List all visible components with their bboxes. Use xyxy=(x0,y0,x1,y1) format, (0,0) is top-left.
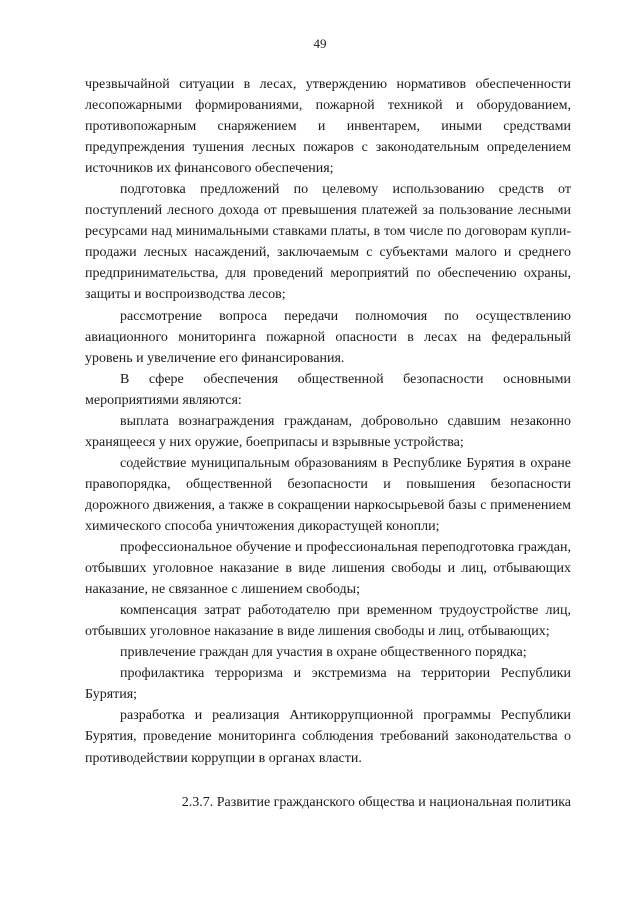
paragraph: компенсация затрат работодателю при временном трудоустройстве лиц, отбывших уголовное наказание в виде лишения свободы и лиц, отбывающих; xyxy=(85,603,571,640)
paragraph: рассмотрение вопроса передачи полномочия по осуществлению авиационного мониторинга пожарной опасности в лесах на федеральный уровень и увеличение его финансирования. xyxy=(85,308,571,366)
paragraph: подготовка предложений по целевому использованию средств от поступлений лесного дохода от превышения платежей за пользование лесными ресурсами над минимальными ставками платы, в том числе по договорам купли-продажи лесных насаждений, заключаемым с субъектами малого и среднего предпринимательства, для проведений мероприятий по обеспечению охраны, защиты и воспроизводства лесов; xyxy=(85,182,571,303)
page-number: 49 xyxy=(313,36,327,51)
paragraph: профилактика терроризма и экстремизма на территории Республики Бурятия; xyxy=(85,666,571,703)
paragraph-continuation: чрезвычайной ситуации в лесах, утверждению нормативов обеспеченности лесопожарными формированиями, пожарной техникой и оборудованием, противопожарным снаряжением и инвентарем, иными средствами предупреждения тушения лесных пожаров с законодательным определением источников их финансового обеспечения; xyxy=(85,77,571,177)
paragraph: выплата вознаграждения гражданам, добровольно сдавшим незаконно хранящееся у них оружие, боеприпасы и взрывные устройства; xyxy=(85,413,571,450)
paragraph: содействие муниципальным образованиям в Республике Бурятия в охране правопорядка, общественной безопасности и повышения безопасности дорожного движения, а также в сокращении наркосырьевой базы с применением химического способа уничтожения дикорастущей конопли; xyxy=(85,455,571,534)
section-heading: 2.3.7. Развитие гражданского общества и национальная политика xyxy=(181,795,571,810)
paragraph: В сфере обеспечения общественной безопасности основными мероприятиями являются: xyxy=(85,371,571,408)
body-text xyxy=(85,74,571,769)
paragraph: профессиональное обучение и профессиональная переподготовка граждан, отбывших уголовное наказание в виде лишения свободы и лиц, отбывающих наказание, не связанное с лишением свободы; xyxy=(85,540,571,598)
paragraph: разработка и реализация Антикоррупционной программы Республики Бурятия, проведение мониторинга соблюдения требований законодательства о противодействии коррупции в органах власти. xyxy=(85,708,571,766)
paragraph: привлечение граждан для участия в охране общественного порядка; xyxy=(120,645,527,661)
